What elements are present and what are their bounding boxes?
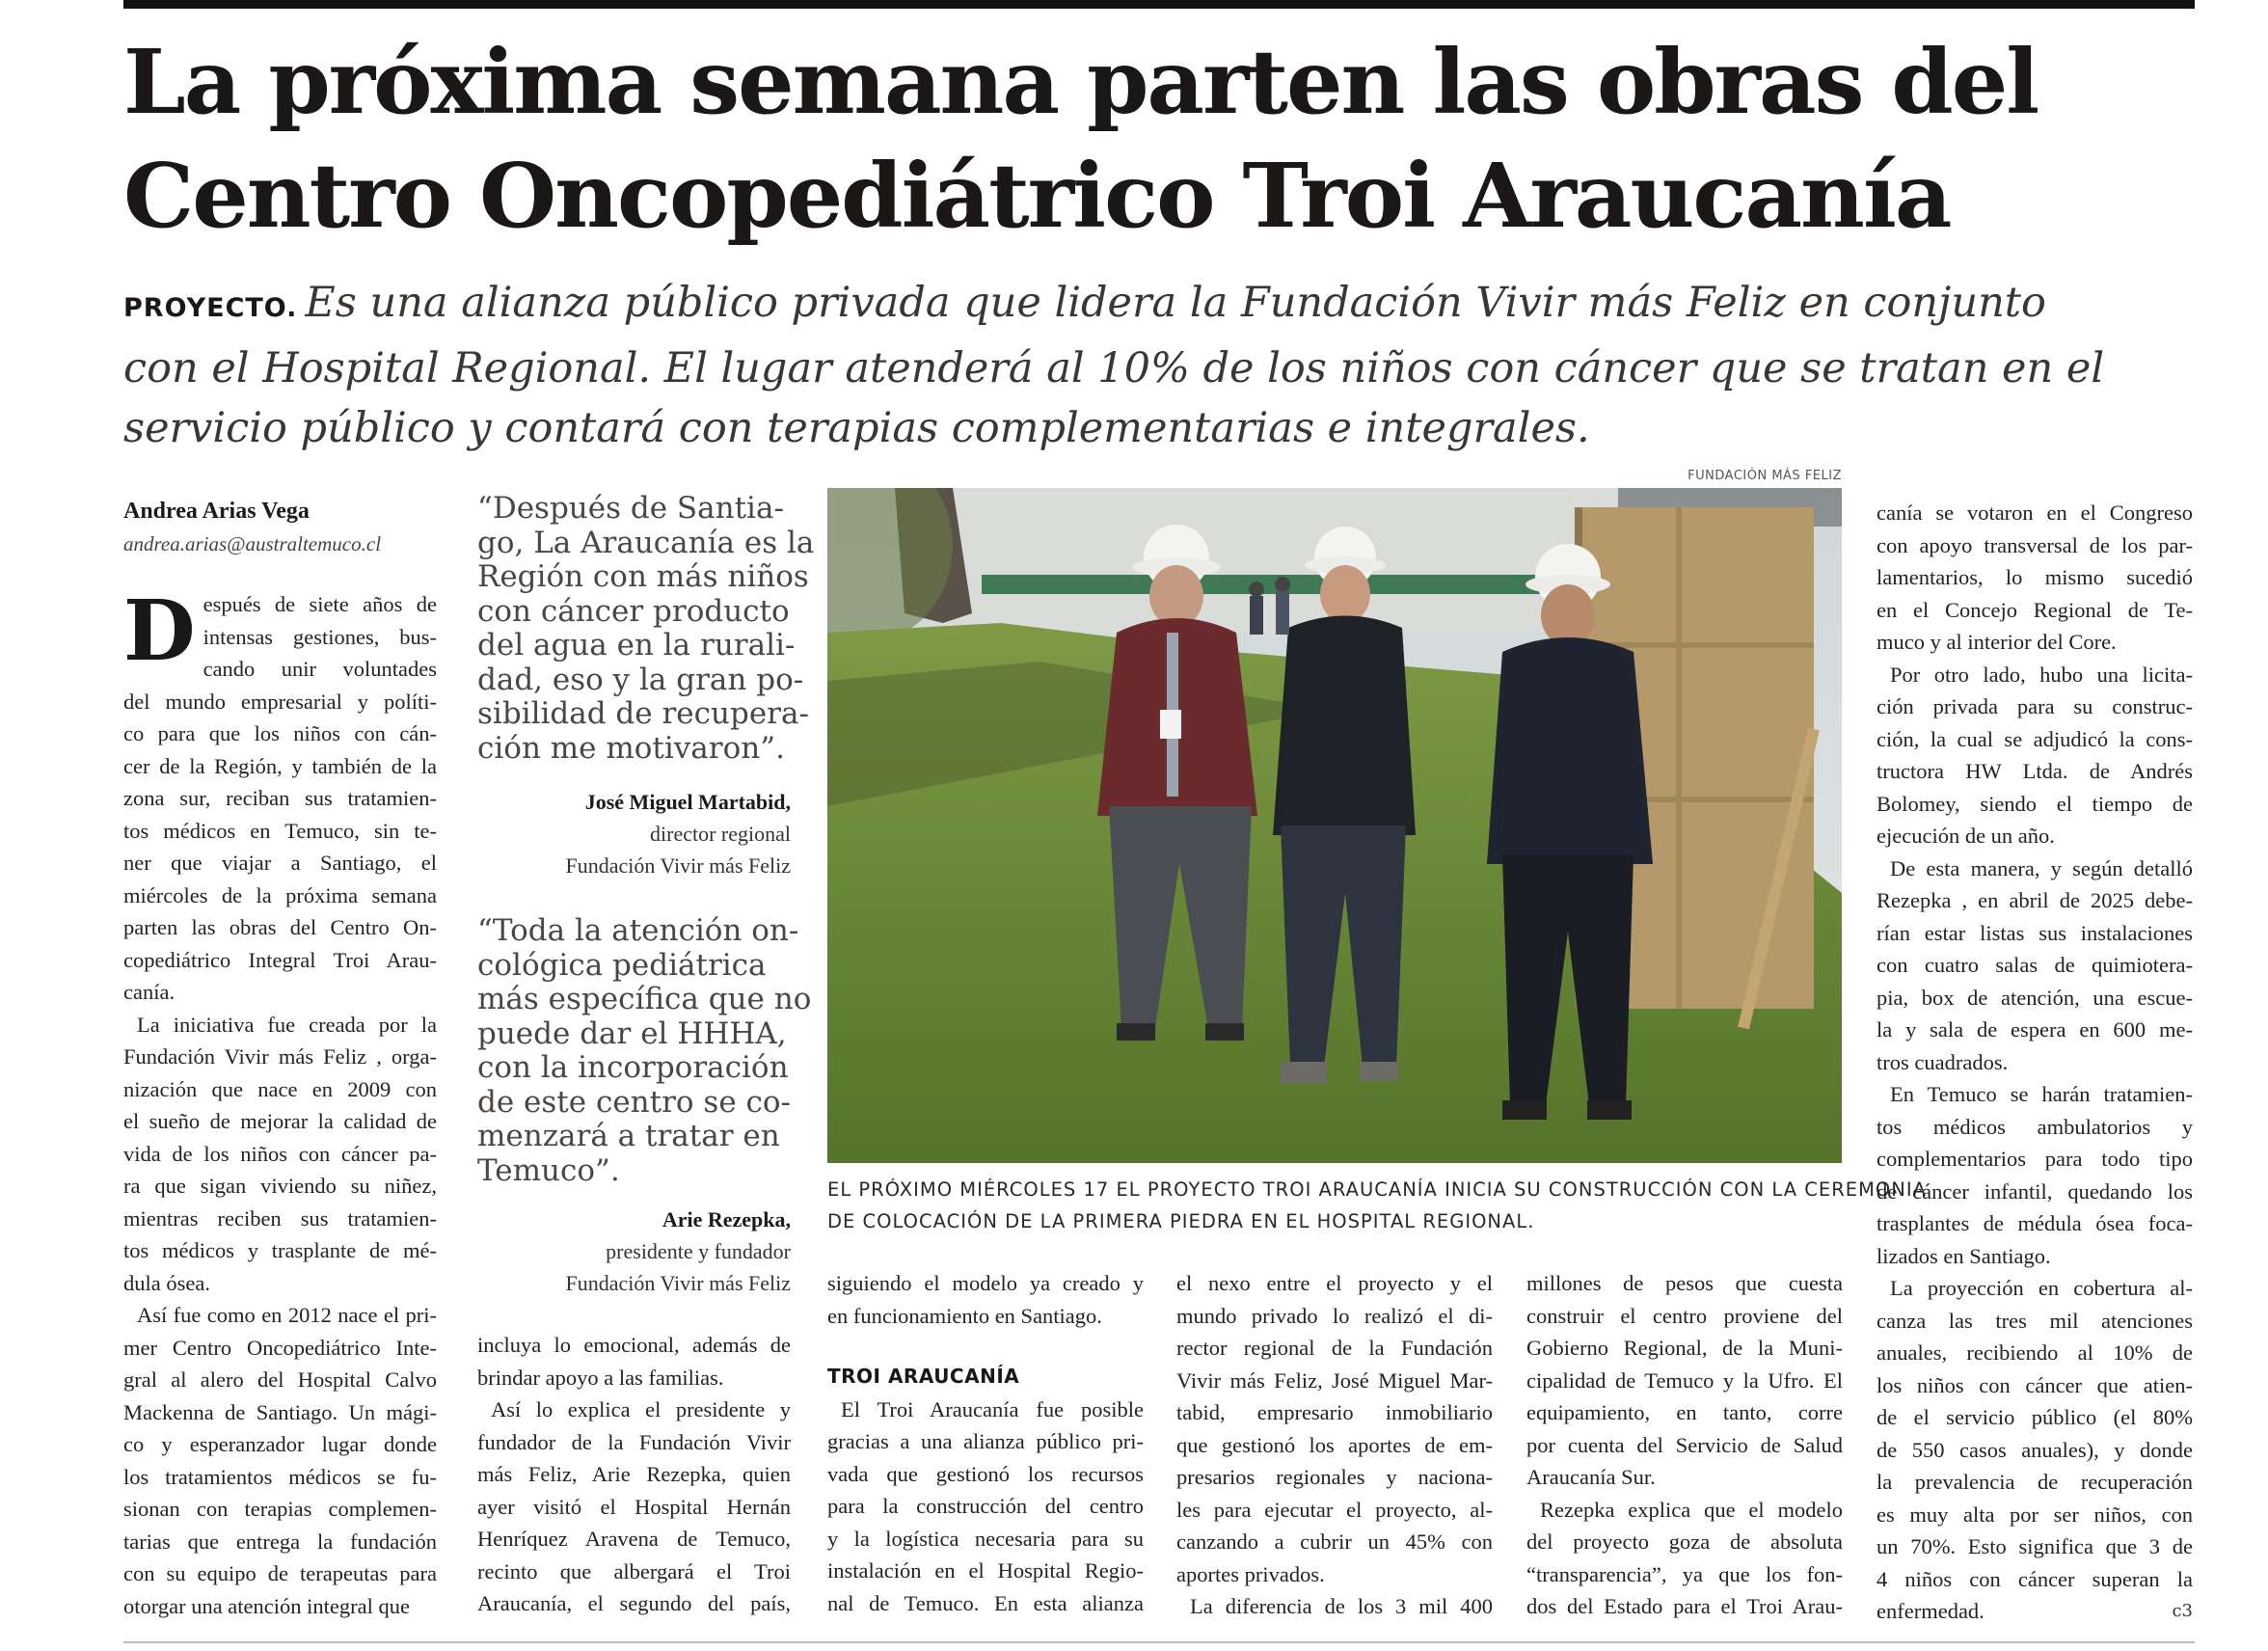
top-rule — [123, 0, 2195, 9]
quote-line: con la incorporación — [477, 1050, 789, 1085]
quote-line: Región con más niños — [477, 559, 809, 594]
quote-2-role: presidente y fundador — [606, 1239, 791, 1263]
text-line: Rezepka explica que el modelo — [1540, 1497, 1843, 1522]
text-line: para la construcción del centro — [827, 1494, 1144, 1518]
text-line: un 70%. Esto significa que 3 de — [1876, 1534, 2193, 1558]
text-line: enfermedad. c3 — [1876, 1595, 2193, 1628]
text-line: ra que sigan viviendo su niñez, — [123, 1174, 437, 1198]
text-line: Gobierno Regional, de la Muni- — [1526, 1336, 1843, 1360]
text-line: con cuatro salas de quimiotera- — [1876, 953, 2193, 977]
text-line: nización que nace en 2009 con — [123, 1076, 437, 1101]
text-line: vada que gestionó los recursos — [827, 1461, 1144, 1486]
text-line: tros cuadrados. — [1876, 1049, 2009, 1074]
text-line: siguiendo el modelo ya creado y — [827, 1271, 1144, 1295]
text-line: instalación en el Hospital Regio- — [827, 1558, 1144, 1583]
quote-line: “Después de Santia- — [477, 491, 784, 526]
text-line: Araucanía Sur. — [1526, 1465, 1656, 1489]
text-line: con apoyo transversal de los par- — [1876, 532, 2193, 557]
quote-line: más específica que no — [477, 982, 812, 1016]
text-line: brindar apoyo a las familias. — [477, 1365, 724, 1390]
photo-caption — [827, 1174, 1927, 1237]
text-line: incluya lo emocional, además de — [477, 1333, 791, 1357]
column-3-text — [827, 1394, 1144, 1620]
text-line: muco y al interior del Core. — [1876, 630, 2117, 654]
text-line: ayer visitó el Hospital Hernán — [477, 1494, 791, 1519]
text-line: mientras reciben sus tratamien- — [123, 1205, 437, 1231]
byline-email[interactable]: andrea.arias@australtemuco.cl — [123, 532, 382, 555]
article-photo — [827, 488, 1842, 1163]
text-line: copediátrico Integral Troi Arau- — [123, 947, 437, 972]
column-1-text — [123, 582, 437, 1622]
quote-2-attribution — [477, 1204, 791, 1299]
text-line: tos médicos ambulatorios y — [1876, 1114, 2193, 1139]
text-line: Por otro lado, hubo una licita- — [1890, 662, 2193, 687]
text-line: nal de Temuco. En esta alianza — [827, 1590, 1144, 1615]
text-line: construir el centro proviene del — [1526, 1303, 1843, 1328]
text-line: Vivir más Feliz, José Miguel Mar- — [1176, 1367, 1493, 1393]
text-line: zona sur, reciban sus tratamien- — [123, 786, 437, 810]
text-line: “transparencia”, ya que los fon- — [1526, 1561, 1843, 1586]
quote-line: cológica pediátrica — [477, 947, 767, 983]
text-line: Bolomey, siendo el tiempo de — [1876, 791, 2193, 816]
text-line: La diferencia de los 3 mil 400 — [1190, 1594, 1493, 1618]
text-line: canza las tres mil atenciones — [1876, 1308, 2193, 1333]
column-3-top-text — [827, 1267, 1144, 1332]
column-2-text — [477, 1329, 791, 1620]
text-line: ejecución de un año. — [1876, 824, 2055, 848]
text-line: la prevalencia de recuperación — [1876, 1470, 2193, 1494]
text-line: dos del Estado para el Troi Arau- — [1526, 1594, 1843, 1618]
text-line: cando unir voluntades — [202, 657, 437, 681]
text-line: pia, box de atención, una escue- — [1876, 985, 2193, 1010]
text-line: parten las obras del Centro On- — [123, 915, 437, 939]
text-line: canzando a cubrir un 45% con — [1176, 1529, 1493, 1554]
quote-1-org: Fundación Vivir más Feliz — [565, 853, 791, 878]
quote-line: sibilidad de recupera- — [477, 696, 809, 731]
text-line: lamentarios, lo mismo sucedió — [1876, 565, 2193, 589]
quote-line: “Toda la atención on- — [477, 913, 799, 948]
text-line: miércoles de la próxima semana — [123, 882, 437, 907]
text-line: vida de los niños con cáncer pa- — [123, 1141, 437, 1166]
text-line: rector regional de la Fundación — [1176, 1336, 1493, 1360]
text-line: gracias a una alianza público pri- — [827, 1429, 1144, 1453]
quote-2-name: Arie Rezepka, — [662, 1207, 791, 1231]
text-line: espués de siete años de — [202, 592, 437, 616]
text-line: ción privada para su construc- — [1876, 694, 2193, 718]
text-line: tructora HW Ltda. de Andrés — [1876, 759, 2193, 783]
text-line: tabid, empresario inmobiliario — [1176, 1400, 1493, 1424]
text-line: es muy alta por ser niños, con — [1876, 1502, 2193, 1527]
caption-line-1: EL PRÓXIMO MIÉRCOLES 17 EL PROYECTO TROI ARAUCANÍA INICIA SU CONSTRUCCIÓN CON LA CEREMONIA — [827, 1178, 1927, 1201]
text-line: cipalidad de Temuco y la Ufro. El — [1526, 1367, 1843, 1393]
text-line: ción, la cual se adjudicó la cons- — [1876, 726, 2193, 751]
quote-1-role: director regional — [650, 822, 791, 846]
headline-line-1: La próxima semana parten las obras del — [123, 30, 2038, 134]
text-line: anuales, recibiendo al 10% de — [1876, 1340, 2193, 1365]
text-line: el sueño de mejorar la calidad de — [123, 1109, 437, 1133]
quote-line: ción me motivaron”. — [477, 730, 785, 766]
text-line: millones de pesos que cuesta — [1526, 1271, 1843, 1295]
text-line: dula ósea. — [123, 1270, 210, 1295]
text-line: tos médicos y trasplante de mé- — [123, 1238, 437, 1262]
text-line: fundador de la Fundación Vivir — [477, 1429, 791, 1454]
text-line: en el Concejo Regional de Te- — [1876, 597, 2193, 622]
text-line: recinto que albergará el Troi — [477, 1558, 791, 1583]
text-line: por cuenta del Servicio de Salud — [1526, 1432, 1843, 1457]
column-4-text — [1176, 1267, 1493, 1623]
text-line: del proyecto goza de absoluta — [1526, 1529, 1843, 1554]
text-line: mer Centro Oncopediátrico Inte- — [123, 1335, 437, 1360]
text-line: En Temuco se harán tratamien- — [1890, 1082, 2193, 1106]
text-line: co para que los niños con cán- — [123, 721, 437, 745]
quote-line: dad, eso y la gran po- — [477, 662, 804, 697]
text-line: los tratamientos médicos se fu- — [123, 1464, 437, 1489]
text-line: cer de la Región, y también de la — [123, 753, 437, 778]
text-line: gral al alero del Hospital Calvo — [123, 1367, 437, 1392]
quote-line: go, La Araucanía es la — [477, 525, 815, 560]
text-line: co y esperanzador lugar donde — [123, 1432, 437, 1456]
text-line: El Troi Araucanía fue posible — [841, 1396, 1144, 1421]
headline-line-2: Centro Oncopediátrico Troi Araucanía — [123, 144, 1951, 248]
text-line: canía. — [123, 980, 176, 1004]
quote-line: del agua en la rurali- — [477, 628, 796, 663]
headline — [123, 25, 2206, 253]
text-line: trasplantes de médula ósea foca- — [1876, 1211, 2193, 1235]
section-subhead: TROI ARAUCANÍA — [827, 1365, 1020, 1388]
text-line: aportes privados. — [1176, 1561, 1325, 1586]
text-line: sionan con terapias complemen- — [123, 1497, 437, 1521]
text-line: en funcionamiento en Santiago. — [827, 1303, 1102, 1328]
text-line: Mackenna de Santiago. Un mági- — [123, 1399, 437, 1424]
text-line: tarias que entrega la fundación — [123, 1529, 437, 1554]
text-line: ner que viajar a Santiago, el — [123, 851, 437, 875]
text-line: los niños con cáncer que atien- — [1876, 1372, 2193, 1397]
text-line: y la logística necesaria para su — [827, 1526, 1144, 1551]
text-line: más Feliz, Arie Rezepka, quien — [477, 1462, 791, 1486]
deck-line-3: servicio público y contará con terapias complementarias e integrales. — [123, 404, 1590, 452]
text-line: mundo privado lo realizó el di- — [1176, 1303, 1493, 1328]
text-line: Henríquez Aravena de Temuco, — [477, 1527, 791, 1551]
pull-quote-1 — [477, 491, 815, 766]
text-line: De esta manera, y según detalló — [1890, 855, 2193, 880]
text-line: el nexo entre el proyecto y el — [1176, 1271, 1493, 1295]
text-line: canía se votaron en el Congreso — [1876, 501, 2193, 525]
quote-line: con cáncer producto — [477, 593, 790, 629]
text-line: complementarios para todo tipo — [1876, 1147, 2193, 1171]
end-mark: c3 — [2172, 1601, 2193, 1621]
photo-credit: FUNDACIÓN MÁS FELIZ — [1688, 469, 1842, 483]
text-line: lizados en Santiago. — [1876, 1243, 2051, 1268]
deck-line-1: Es una alianza público privada que lidera la Fundación Vivir más Feliz en conjunto — [305, 279, 2046, 327]
quote-2-org: Fundación Vivir más Feliz — [565, 1271, 791, 1295]
deck-kicker: PROYECTO. — [123, 293, 298, 323]
text-line: otorgar una atención integral que — [123, 1593, 410, 1618]
deck — [123, 273, 2197, 458]
column-6-text — [1876, 497, 2193, 1628]
quote-line: Temuco”. — [477, 1152, 620, 1188]
text-line: presarios regionales y naciona- — [1176, 1465, 1493, 1489]
text-line: intensas gestiones, bus- — [202, 624, 437, 649]
text-line: 4 niños con cáncer superan la — [1876, 1566, 2193, 1591]
text-line: Así lo explica el presidente y — [491, 1397, 791, 1421]
text-line: equipamiento, en tanto, corre — [1526, 1400, 1843, 1424]
text-line: que gestionó los aportes de em- — [1176, 1432, 1493, 1457]
text-line: tos médicos en Temuco, sin te- — [123, 818, 437, 843]
caption-line-2: DE COLOCACIÓN DE LA PRIMERA PIEDRA EN EL HOSPITAL REGIONAL. — [827, 1210, 1535, 1232]
text-line: del mundo empresarial y políti- — [123, 689, 437, 714]
byline-author: Andrea Arias Vega — [123, 499, 310, 524]
drop-cap: D — [123, 582, 196, 680]
text-line: de 550 casos anuales), y donde — [1876, 1437, 2193, 1462]
deck-line-2: con el Hospital Regional. El lugar atenderá al 10% de los niños con cáncer que se tratan en el — [123, 344, 2105, 392]
text-line: de cáncer infantil, quedando los — [1876, 1178, 2193, 1204]
text-line: les para ejecutar el proyecto, al- — [1176, 1497, 1493, 1522]
photo-illustration — [827, 488, 1842, 1163]
quote-1-name: José Miguel Martabid, — [584, 790, 791, 814]
text-line: Rezepka , en abril de 2025 debe- — [1876, 888, 2193, 912]
text-line: con su equipo de terapeutas para — [123, 1561, 437, 1585]
quote-line: menzará a tratar en — [477, 1119, 780, 1153]
text-line: de el servicio público (el 80% — [1876, 1405, 2193, 1429]
text-line: Araucanía, el segundo del país, — [477, 1591, 791, 1615]
quote-line: de este centro se co- — [477, 1084, 792, 1120]
text-line: La iniciativa fue creada por la — [137, 1012, 437, 1037]
text-line: Fundación Vivir más Feliz , orga- — [123, 1044, 437, 1069]
column-1 — [123, 582, 437, 1622]
text-line: la y sala de espera en 600 me- — [1876, 1017, 2193, 1042]
bottom-rule — [123, 1641, 2195, 1643]
text-line: La proyección en cobertura al- — [1890, 1276, 2193, 1300]
quote-line: puede dar el HHHA, — [477, 1015, 787, 1051]
text-line: rían estar listas sus instalaciones — [1876, 920, 2193, 945]
column-3 — [827, 1267, 1144, 1619]
column-5-text — [1526, 1267, 1843, 1623]
quote-1-attribution — [477, 786, 791, 881]
pull-quote-2 — [477, 913, 812, 1188]
text-line: Así fue como en 2012 nace el pri- — [137, 1303, 437, 1327]
